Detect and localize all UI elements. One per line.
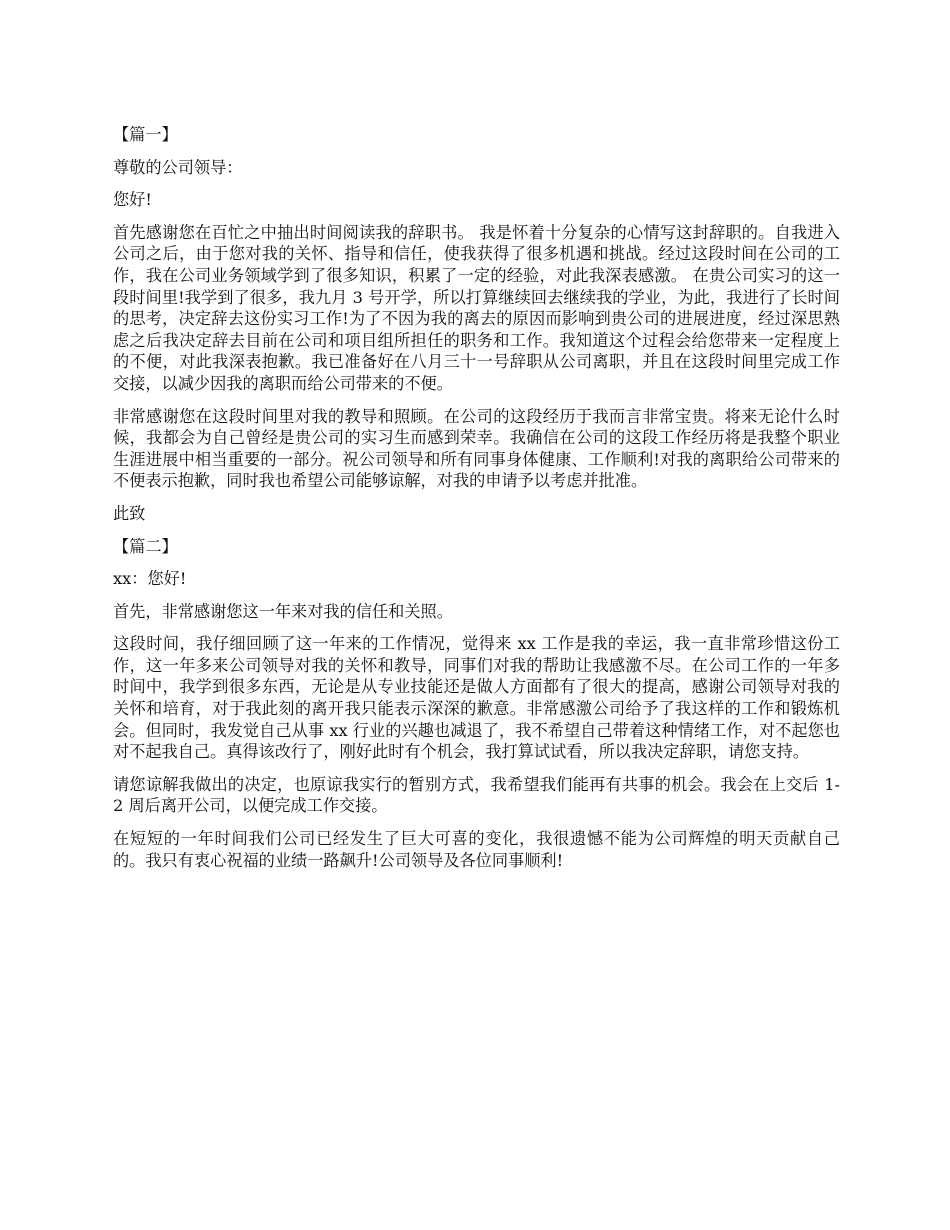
closing: 此致 bbox=[113, 503, 146, 523]
paragraph: 首先感谢您在百忙之中抽出时间阅读我的辞职书。 我是怀着十分复杂的心情写这封辞职的。自我进入公司之后，由于您对我的关怀、指导和信任，使我获得了很多机遇和挑战。经过这段时间在公司的工作，我在公司业务领域学到了很多知识，积累了一定的经验，对此我深表感激。 在贵公司实习的这一段时间里!我学到了很多，我九月 3 号开学，所以打算继续回去继续我的学业，为此，我进行了长时间的思考，决定辞去这份实习工作!为了不因为我的离去的原因而影响到贵公司的进展进度，经过深思熟虑之后我决定辞去目前在公司和项目组所担任的职务和工作。我知道这个过程会给您带来一定程度上的不便，对此我深表抱歉。我已准备好在八月三十一号辞职从公司离职，并且在这段时间里完成工作交接，以减少因我的离职而给公司带来的不便。 bbox=[113, 222, 840, 393]
paragraph: 在短短的一年时间我们公司已经发生了巨大可喜的变化，我很遗憾不能为公司辉煌的明天贡献自己的。我只有衷心祝福的业绩一路飙升!公司领导及各位同事顺利! bbox=[113, 829, 840, 870]
paragraph: 请您谅解我做出的决定，也原谅我实行的暂别方式，我希望我们能再有共事的机会。我会在上交后 1-2 周后离开公司，以便完成工作交接。 bbox=[113, 774, 840, 816]
salutation: 尊敬的公司领导： bbox=[113, 157, 243, 177]
greeting: xx：您好! bbox=[113, 569, 187, 589]
paragraph: 非常感谢您在这段时间里对我的教导和照顾。在公司的这段经历于我而言非常宝贵。将来无论什么时候，我都会为自己曾经是贵公司的实习生而感到荣幸。我确信在公司的这段工作经历将是我整个职业生涯进展中相当重要的一部分。祝公司领导和所有同事身体健康、工作顺利!对我的离职给公司带来的不便表示抱歉，同时我也希望公司能够谅解，对我的申请予以考虑并批准。 bbox=[113, 406, 840, 491]
paragraph: 首先，非常感谢您这一年来对我的信任和关照。 bbox=[113, 601, 453, 621]
greeting: 您好! bbox=[113, 190, 152, 210]
section-heading-1: 【篇一】 bbox=[113, 125, 178, 144]
document-body bbox=[113, 124, 840, 882]
paragraph: 这段时间，我仔细回顾了这一年来的工作情况，觉得来 xx 工作是我的幸运，我一直非常珍惜这份工作，这一年多来公司领导对我的关怀和教导，同事们对我的帮助让我感激不尽。在公司工作的一年多时间中，我学到很多东西，无论是从专业技能还是做人方面都有了很大的提高，感谢公司领导对我的关怀和培育，对于我此刻的离开我只能表示深深的歉意。非常感激公司给予了我这样的工作和锻炼机会。但同时，我发觉自己从事 xx 行业的兴趣也减退了，我不希望自己带着这种情绪工作，对不起您也对不起我自己。真得该改行了，刚好此时有个机会，我打算试试看，所以我决定辞职，请您支持。 bbox=[113, 634, 840, 762]
section-heading-2: 【篇二】 bbox=[113, 536, 178, 556]
